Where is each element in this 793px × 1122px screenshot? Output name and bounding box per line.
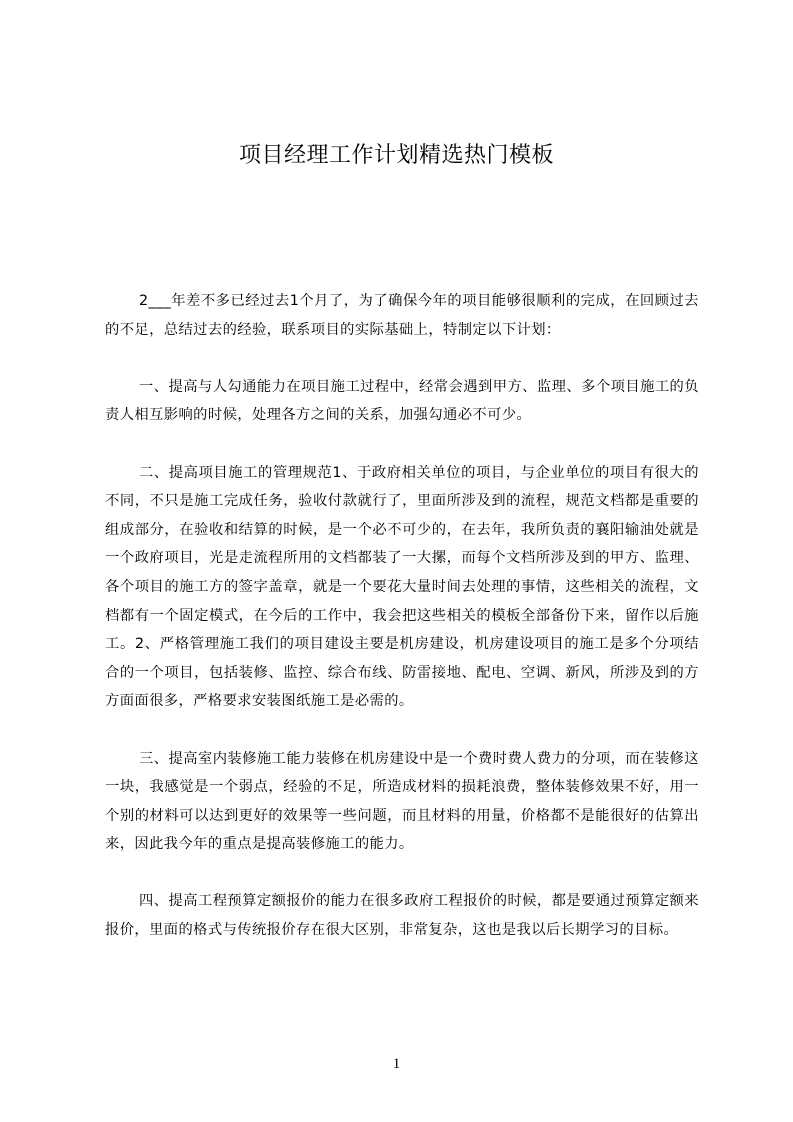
paragraph-intro: 2___年差不多已经过去1个月了，为了确保今年的项目能够很顺利的完成，在回顾过去的不足，总结过去的经验，联系项目的实际基础上，特制定以下计划： [105,293,699,338]
page-number: 1 [392,1056,401,1072]
paragraph-section-4: 四、提高工程预算定额报价的能力在很多政府工程报价的时候，都是要通过预算定额来报价，里面的格式与传统报价存在很大区别，非常复杂，这也是我以后长期学习的目标。 [105,893,699,939]
document-title: 项目经理工作计划精选热门模板 [238,143,554,168]
document-body [105,287,699,973]
paragraph-section-3: 三、提高室内装修施工能力装修在机房建设中是一个费时费人费力的分项，而在装修这一块，我感觉是一个弱点，经验的不足，所造成材料的损耗浪费，整体装修效果不好，用一个别的材料可以达到更好的效果等一些问题，而且材料的用量，价格都不是能很好的估算出来，因此我今年的重点是提高装修施工的能力。 [105,750,699,853]
paragraph-section-1: 一、提高与人勾通能力在项目施工过程中，经常会遇到甲方、监理、多个项目施工的负责人相互影响的时候，处理各方之间的关系，加强勾通必不可少。 [105,378,699,424]
paragraph-section-2: 二、提高项目施工的管理规范1、于政府相关单位的项目，与企业单位的项目有很大的不同，不只是施工完成任务，验收付款就行了，里面所涉及到的流程，规范文档都是重要的组成部分，在验收和结算的时候，是一个必不可少的，在去年，我所负责的襄阳输油处就是一个政府项目，光是走流程所用的文档都装了一大摞，而每个文档所涉及到的甲方、监理、各个项目的施工方的签字盖章，就是一个要花大量时间去处理的事情，这些相关的流程，文档都有一个固定模式，在今后的工作中，我会把这些相关的模板全部备份下来，留作以后施工。2、严格管理施工我们的项目建设主要是机房建设，机房建设项目的施工是多个分项结合的一个项目，包括装修、监控、综合布线、防雷接地、配电、空调、新风，所涉及到的方方面面很多，严格要求安装图纸施工是必需的。 [105,464,699,710]
